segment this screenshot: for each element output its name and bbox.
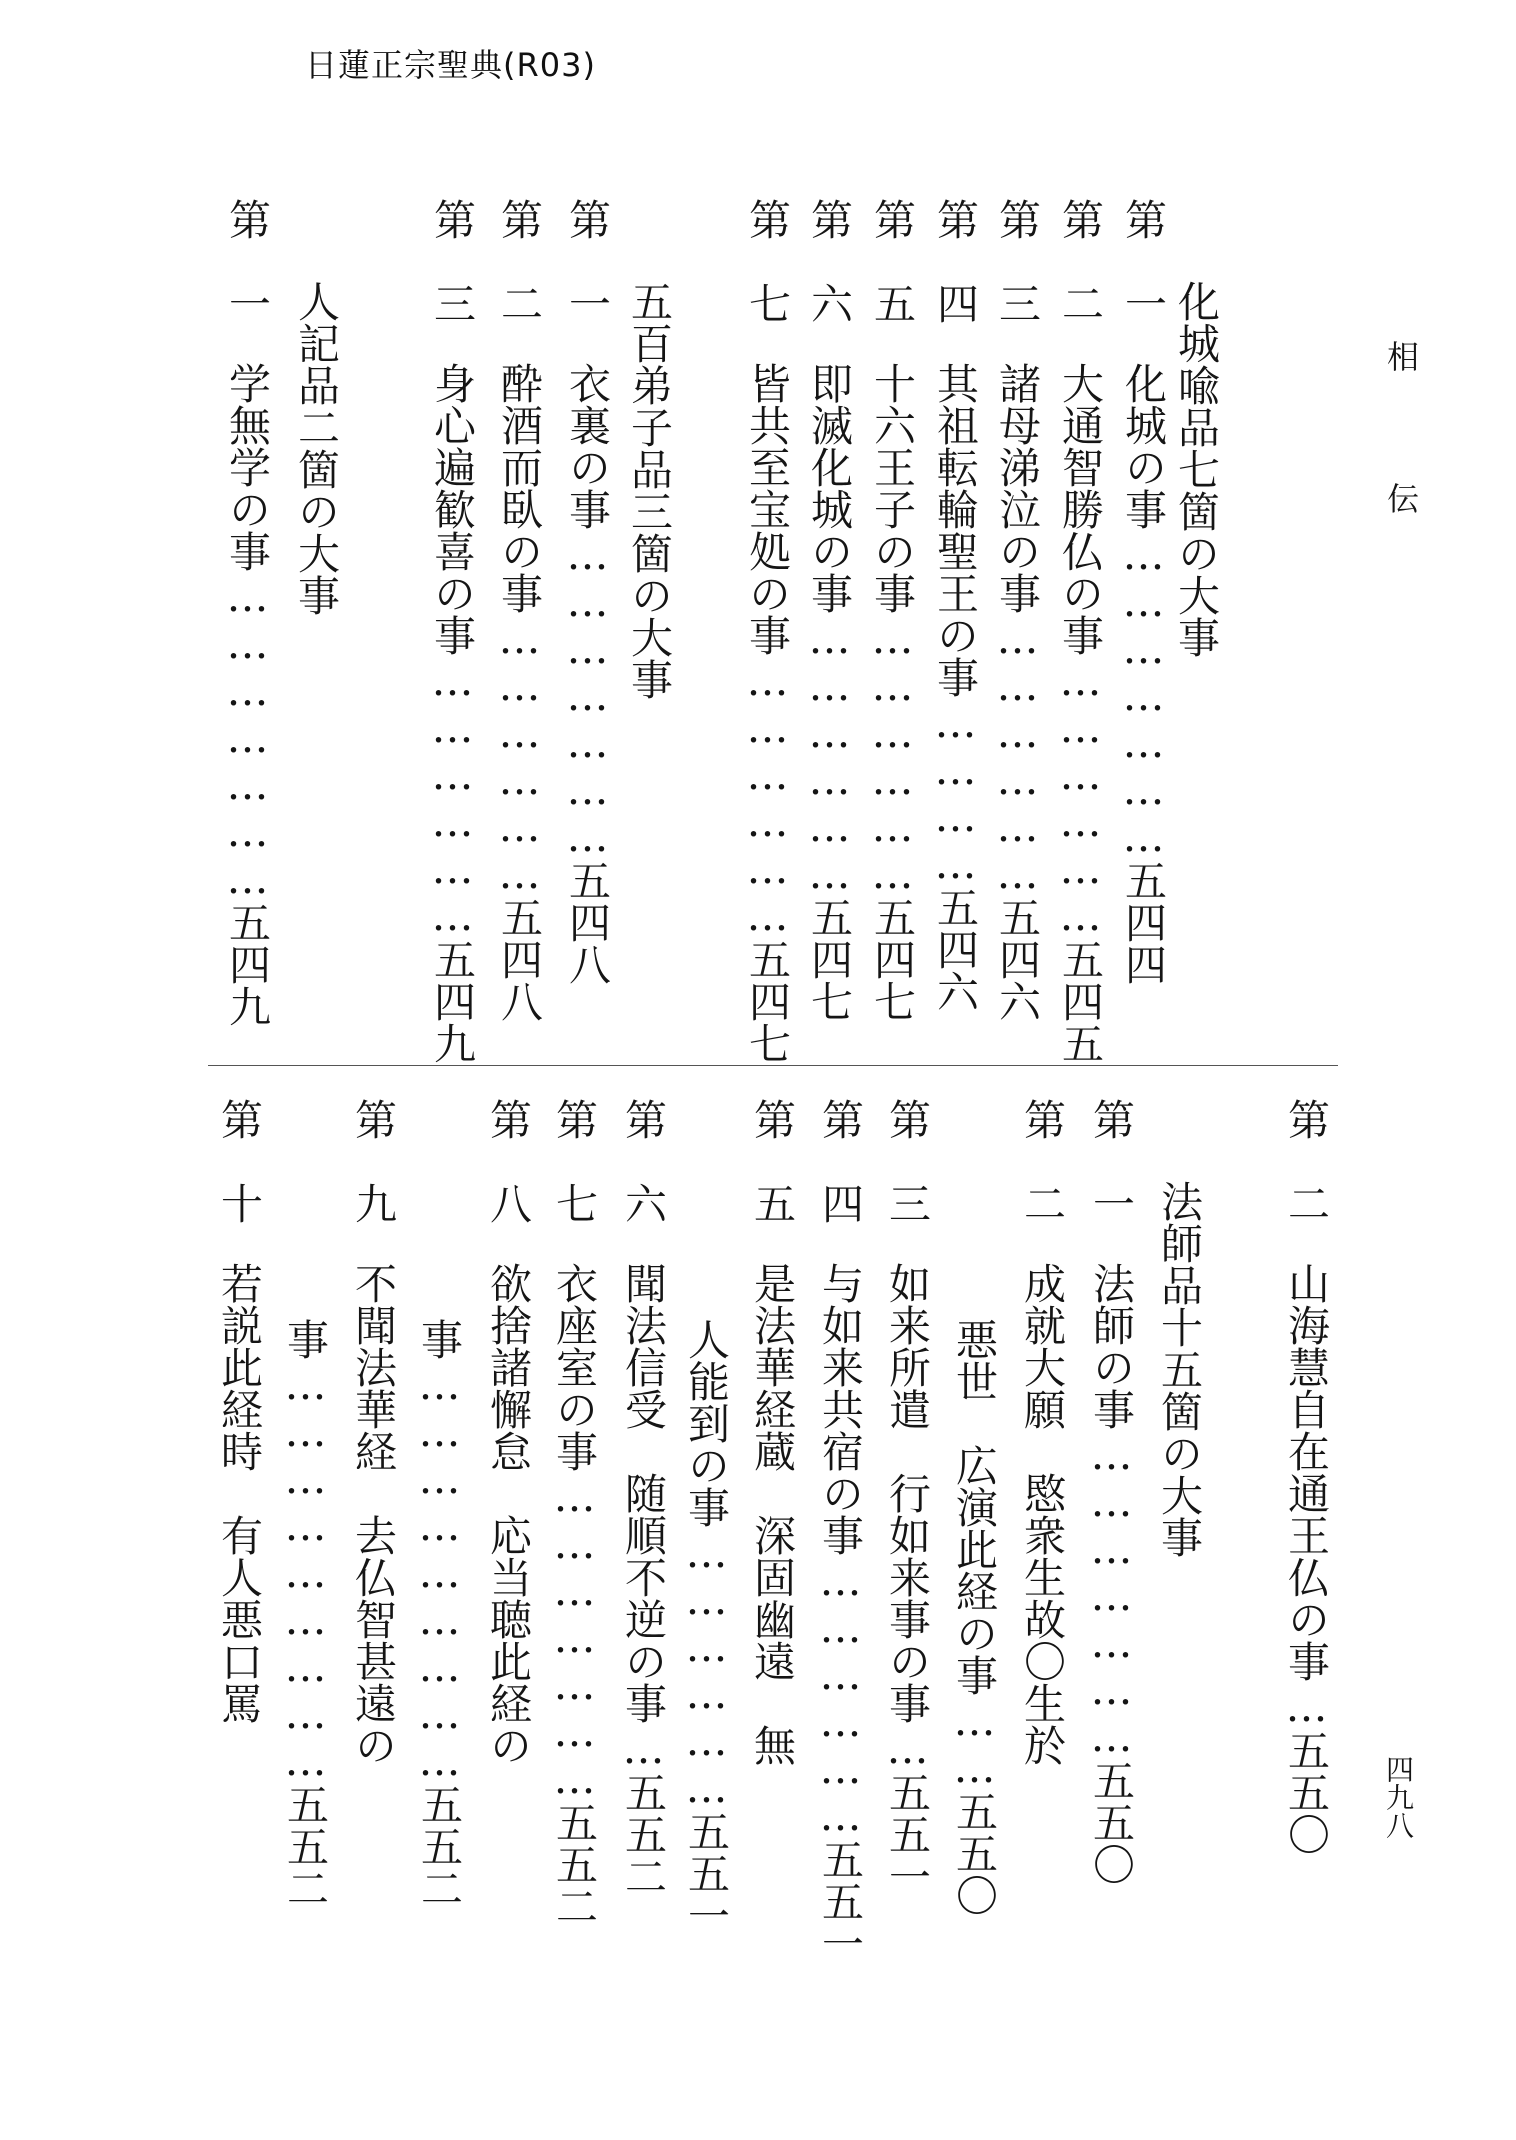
toc-entry (223, 198, 272, 1027)
running-title: 日蓮正宗聖典(R03) (305, 46, 596, 84)
toc-entry (1056, 198, 1105, 1064)
toc-page-number: 五五一 (816, 1838, 865, 1964)
leader-dots: ……………… (743, 656, 792, 938)
toc-page-number: 五四六 (993, 896, 1042, 1022)
toc-entry-number: 第 五 (868, 198, 917, 324)
leader-dots: ………………… (1119, 530, 1168, 859)
toc-entry (1119, 198, 1168, 985)
toc-page-number: 五四七 (743, 938, 792, 1064)
toc-entry-title: 人能到の事 (682, 1318, 731, 1528)
toc-entry (428, 198, 477, 1064)
toc-entry-title: 欲捨諸懈怠 応当聴此経の (484, 1262, 533, 1766)
toc-page-number: 五五〇 (950, 1790, 999, 1916)
toc-entry-title: 事 (415, 1318, 464, 1360)
toc-entry-number: 第 六 (805, 198, 854, 324)
toc-heading-text: 五百弟子品三箇の大事 (625, 280, 674, 700)
leader-dots: … (619, 1724, 668, 1771)
toc-heading (1172, 280, 1221, 658)
toc-entry (993, 198, 1042, 1022)
toc-page-number: 五四五 (1056, 938, 1105, 1064)
toc-heading-text: 人記品二箇の大事 (292, 280, 341, 616)
toc-page-number: 五四七 (805, 896, 854, 1022)
toc-entry (931, 198, 980, 1012)
toc-entry (743, 198, 792, 1064)
toc-entry-number: 第 一 (223, 198, 272, 324)
toc-entry-number: 第 四 (816, 1098, 865, 1224)
toc-entry-number: 第 二 (1056, 198, 1105, 324)
toc-page-number: 五四八 (495, 896, 544, 1022)
toc-entry-number: 第 四 (931, 198, 980, 324)
leader-dots: ………………… (1087, 1430, 1136, 1759)
toc-entry-number: 第 七 (743, 198, 792, 324)
toc-heading-text: 化城喩品七箇の大事 (1172, 280, 1221, 658)
leader-dots: ……………… (428, 656, 477, 938)
toc-entry (805, 198, 854, 1022)
leader-dots: …… (950, 1696, 999, 1790)
toc-entry (883, 1098, 932, 1897)
toc-entry-title: 衣座室の事 (550, 1262, 599, 1472)
leader-dots: ………………… (550, 1472, 599, 1801)
toc-entry-title: 聞法信受 随順不逆の事 (619, 1262, 668, 1724)
toc-heading (1155, 1180, 1204, 1558)
leader-dots: ……………… (682, 1528, 731, 1810)
leader-dots: ……………………… (281, 1360, 330, 1783)
toc-entry-title: 山海慧自在通王仏の事 (1282, 1262, 1331, 1682)
toc-entry-title: 酔酒而臥の事 (495, 362, 544, 614)
toc-entry-title: 成就大願 愍衆生故〇生於 (1018, 1262, 1067, 1766)
toc-entry-title: 是法華経蔵 深固幽遠 無 (748, 1262, 797, 1766)
toc-entry-number: 第 二 (1018, 1098, 1067, 1224)
toc-entry-title: 如来所遣 行如来事の事 (883, 1262, 932, 1724)
toc-entry-title: 皆共至宝処の事 (743, 362, 792, 656)
toc-entry-title: 大通智勝仏の事 (1056, 362, 1105, 656)
toc-entry-title: 身心遍歓喜の事 (428, 362, 477, 656)
toc-entry (349, 1098, 398, 1766)
section-label: 相伝 (1382, 340, 1420, 624)
toc-entry-title: 即滅化城の事 (805, 362, 854, 614)
toc-page-number: 五五〇 (1087, 1759, 1136, 1885)
toc-entry-title: 若説此経時 有人悪口罵 (215, 1262, 264, 1724)
leader-dots: … (1282, 1682, 1331, 1729)
toc-heading (625, 280, 674, 700)
toc-entry-title: 其祖転輪聖王の事 (931, 362, 980, 698)
leader-dots: ……………… (495, 614, 544, 896)
toc-entry (1018, 1098, 1067, 1766)
toc-entry-title: 悪世 広演此経の事 (950, 1318, 999, 1696)
toc-entry-title: 化城の事 (1119, 362, 1168, 530)
toc-entry (563, 198, 612, 985)
toc-entry-continuation (682, 1318, 731, 1936)
leader-dots: ……………… (816, 1556, 865, 1838)
toc-page-number: 五四七 (868, 896, 917, 1022)
toc-page-number: 五四六 (931, 886, 980, 1012)
toc-page-number: 五四九 (428, 938, 477, 1064)
toc-entry (619, 1098, 668, 1897)
toc-entry-number: 第 五 (748, 1098, 797, 1224)
toc-entry-number: 第 十 (215, 1098, 264, 1224)
toc-entry-number: 第 六 (619, 1098, 668, 1224)
section-divider (208, 1065, 1338, 1066)
toc-page-number: 五四八 (563, 859, 612, 985)
toc-entry-title: 事 (281, 1318, 330, 1360)
toc-entry (1087, 1098, 1136, 1885)
leader-dots: ……………………… (415, 1360, 464, 1783)
toc-page-number: 五五一 (682, 1810, 731, 1936)
leader-dots: ……………… (1056, 656, 1105, 938)
toc-page-number: 五五二 (415, 1783, 464, 1909)
toc-entry-number: 第 三 (428, 198, 477, 324)
toc-entry (1282, 1098, 1331, 1855)
toc-entry-title: 学無学の事 (223, 362, 272, 572)
toc-entry (215, 1098, 264, 1724)
toc-entry-number: 第 一 (1119, 198, 1168, 324)
toc-heading-text: 法師品十五箇の大事 (1155, 1180, 1204, 1558)
leader-dots: ………………… (223, 572, 272, 901)
toc-entry (495, 198, 544, 1022)
leader-dots: ……………… (993, 614, 1042, 896)
toc-entry (550, 1098, 599, 1927)
toc-entry-number: 第 三 (993, 198, 1042, 324)
toc-entry-number: 第 一 (563, 198, 612, 324)
toc-entry (748, 1098, 797, 1766)
toc-page-number: 五五二 (281, 1783, 330, 1909)
toc-entry-continuation (281, 1318, 330, 1909)
toc-entry (484, 1098, 533, 1766)
toc-entry-number: 第 二 (495, 198, 544, 324)
page-folio: 四九八 (1382, 1755, 1415, 1839)
leader-dots: ……………… (868, 614, 917, 896)
toc-page-number: 五五二 (619, 1771, 668, 1897)
toc-entry (868, 198, 917, 1022)
toc-entry-number: 第 八 (484, 1098, 533, 1224)
toc-heading (292, 280, 341, 616)
toc-page-number: 五五二 (550, 1801, 599, 1927)
toc-entry-title: 与如来共宿の事 (816, 1262, 865, 1556)
toc-entry-title: 衣裏の事 (563, 362, 612, 530)
toc-page-number: 五五一 (883, 1771, 932, 1897)
toc-entry-title: 諸母涕泣の事 (993, 362, 1042, 614)
toc-entry-number: 第 一 (1087, 1098, 1136, 1224)
toc-page-number: 五四九 (223, 901, 272, 1027)
leader-dots: ………… (931, 698, 980, 886)
toc-entry-continuation (950, 1318, 999, 1916)
toc-page-number: 五四四 (1119, 859, 1168, 985)
toc-entry-number: 第 九 (349, 1098, 398, 1224)
toc-entry-continuation (415, 1318, 464, 1909)
leader-dots: ……………… (805, 614, 854, 896)
toc-entry-title: 不聞法華経 去仏智甚遠の (349, 1262, 398, 1766)
leader-dots: … (883, 1724, 932, 1771)
toc-page-number: 五五〇 (1282, 1729, 1331, 1855)
toc-entry (816, 1098, 865, 1964)
toc-entry-number: 第 二 (1282, 1098, 1331, 1224)
toc-entry-title: 十六王子の事 (868, 362, 917, 614)
toc-entry-number: 第 三 (883, 1098, 932, 1224)
leader-dots: ………………… (563, 530, 612, 859)
toc-entry-title: 法師の事 (1087, 1262, 1136, 1430)
toc-entry-number: 第 七 (550, 1098, 599, 1224)
